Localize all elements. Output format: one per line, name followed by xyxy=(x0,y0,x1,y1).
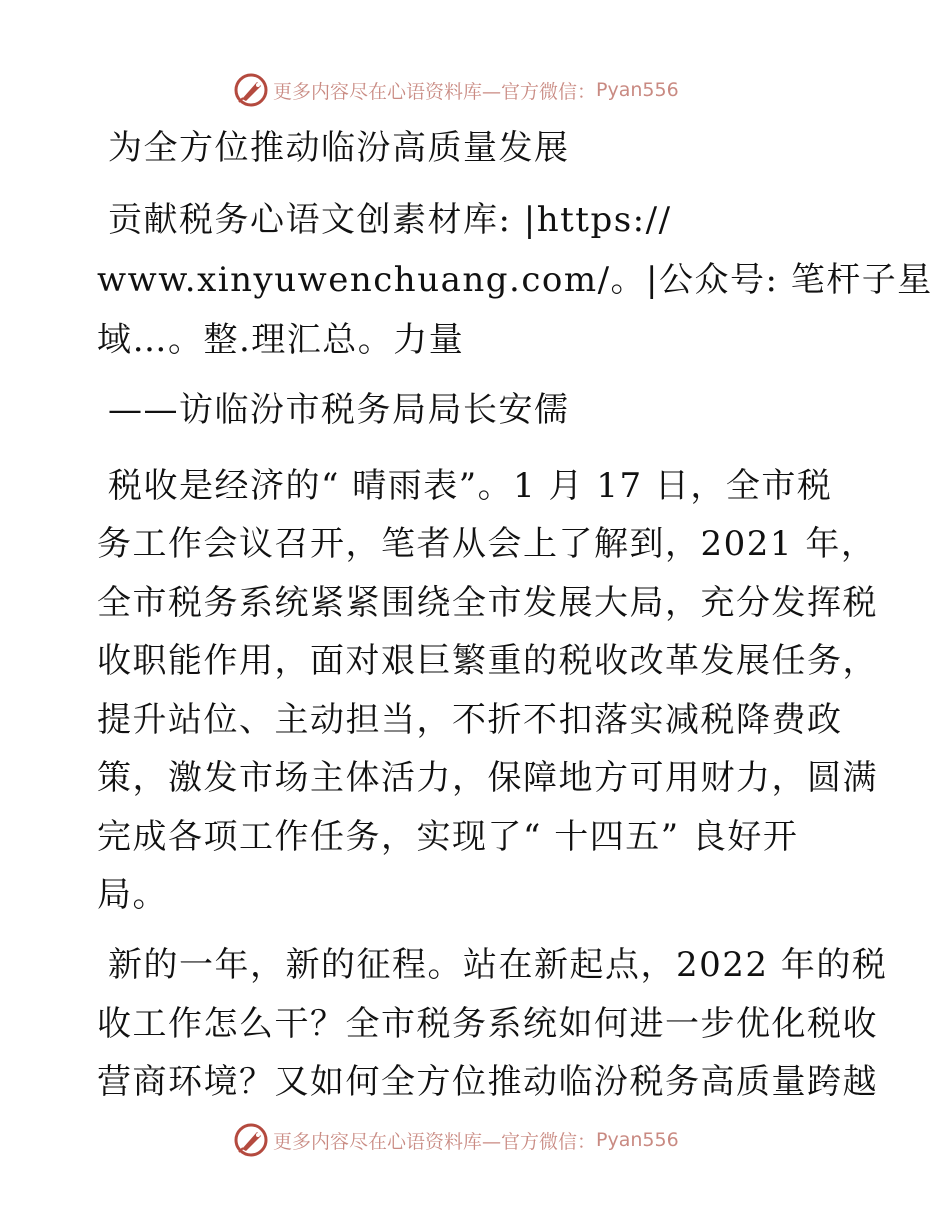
wechat-id: Pyan556 xyxy=(596,1129,679,1151)
watermark-text: 更多内容尽在心语资料库—官方微信： xyxy=(273,1130,597,1153)
paragraph-line: 营商环境？又如何全方位推动临汾税务高质量跨越 xyxy=(97,1062,878,1102)
pen-logo-icon xyxy=(233,1122,269,1158)
doc-subtitle: ——访临汾市税务局局长安儒 xyxy=(108,390,570,430)
paragraph-line: 新的一年，新的征程。站在新起点，2022 年的税 xyxy=(108,945,888,985)
header-watermark-banner xyxy=(233,70,679,110)
paragraph-line: 完成各项工作任务，实现了“ 十四五” 良好开 xyxy=(97,817,799,857)
paragraph-line: 全市税务系统紧紧围绕全市发展大局，充分发挥税 xyxy=(97,583,878,623)
footer-watermark-banner xyxy=(233,1120,679,1160)
source-line-1: 贡献税务心语文创素材库: |https:// xyxy=(108,200,672,240)
source-line-3: 域…。整.理汇总。力量 xyxy=(97,320,465,360)
pen-logo-icon xyxy=(233,72,269,108)
paragraph-line: 局。 xyxy=(97,875,168,915)
watermark-text: 更多内容尽在心语资料库—官方微信： xyxy=(273,80,597,103)
source-line-2: www.xinyuwenchuang.com/。|公众号: 笔杆子星 xyxy=(97,260,933,300)
paragraph-line: 收职能作用，面对艰巨繁重的税收改革发展任务， xyxy=(97,641,878,681)
paragraph-line: 策，激发市场主体活力，保障地方可用财力，圆满 xyxy=(97,758,878,798)
paragraph-line: 税收是经济的“ 晴雨表”。1 月 17 日，全市税 xyxy=(108,466,833,506)
paragraph-line: 提升站位、主动担当，不折不扣落实减税降费政 xyxy=(97,700,843,740)
doc-title: 为全方位推动临汾高质量发展 xyxy=(108,128,570,168)
wechat-id: Pyan556 xyxy=(596,79,679,101)
paragraph-line: 务工作会议召开，笔者从会上了解到，2021 年， xyxy=(97,524,877,564)
paragraph-line: 收工作怎么干？全市税务系统如何进一步优化税收 xyxy=(97,1004,878,1044)
